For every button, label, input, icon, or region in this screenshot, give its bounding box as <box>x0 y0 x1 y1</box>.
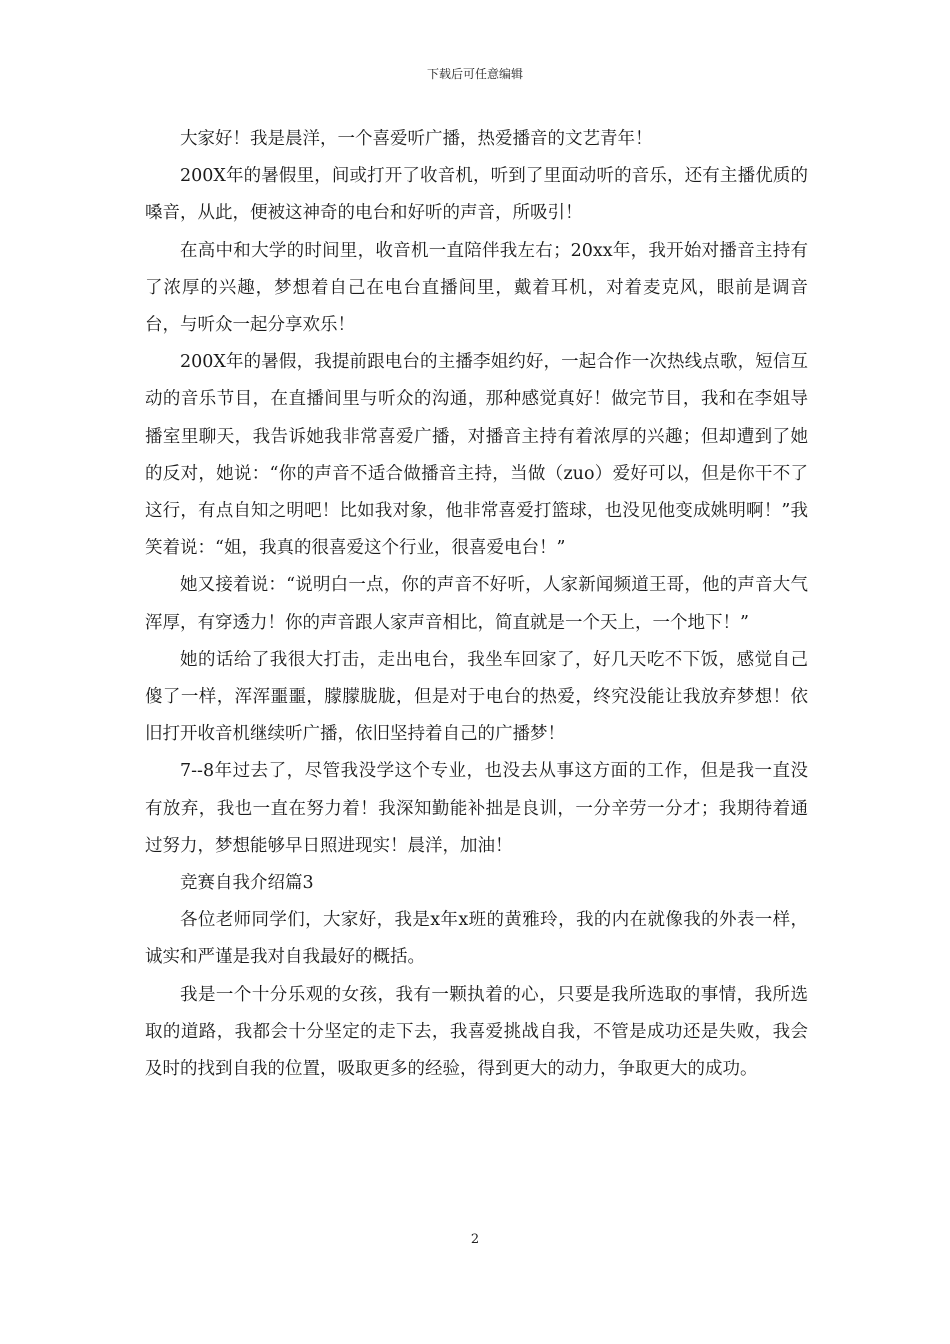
paragraph-1: 大家好！我是晨洋，一个喜爱听广播，热爱播音的文艺青年！ <box>180 129 653 149</box>
paragraph-4: 200X年的暑假，我提前跟电台的主播李姐约好，一起合作一次热线点歌，短信互动的音乐节目，在直播间里与听众的沟通，那种感觉真好！做完节目，我和在李姐导播室里聊天，我告诉她我非常喜爱广播，对播音主持有着浓厚的兴趣；但却遭到了她的反对，她说：“你的声音不适合做播音主持，当做（zuo）爱好可以，但是你干不了这行，有点自知之明吧！比如我对象，他非常喜爱打篮球，也没见他变成姚明啊！”我笑着说：“姐，我真的很喜爱这个行业，很喜爱电台！” <box>145 352 808 559</box>
document-body <box>145 121 808 1088</box>
paragraph-7: 7--8年过去了，尽管我没学这个专业，也没去从事这方面的工作，但是我一直没有放弃，我也一直在努力着！我深知勤能补拙是良训，一分辛劳一分才；我期待着通过努力，梦想能够早日照进现实！晨洋，加油！ <box>145 761 808 856</box>
paragraph-6: 她的话给了我很大打击，走出电台，我坐车回家了，好几天吃不下饭，感觉自己傻了一样，浑浑噩噩，朦朦胧胧，但是对于电台的热爱，终究没能让我放弃梦想！依旧打开收音机继续听广播，依旧坚持着自己的广播梦！ <box>145 649 808 745</box>
paragraph-2: 200X年的暑假里，间或打开了收音机，听到了里面动听的音乐，还有主播优质的嗓音，从此，便被这神奇的电台和好听的声音，所吸引！ <box>145 166 808 224</box>
page-header: 下载后可任意编辑 <box>426 67 523 81</box>
paragraph-9: 我是一个十分乐观的女孩，我有一颗执着的心，只要是我所选取的事情，我所选取的道路，我都会十分坚定的走下去，我喜爱挑战自我，不管是成功还是失败，我会及时的找到自我的位置，吸取更多的经验，得到更大的动力，争取更大的成功。 <box>145 984 808 1080</box>
page-number: 2 <box>470 1232 480 1247</box>
paragraph-8: 各位老师同学们，大家好，我是x年x班的黄雅玲，我的内在就像我的外表一样，诚实和严谨是我对自我最好的概括。 <box>145 910 808 968</box>
paragraph-3: 在高中和大学的时间里，收音机一直陪伴我左右；20xx年，我开始对播音主持有了浓厚的兴趣，梦想着自己在电台直播间里，戴着耳机，对着麦克风，眼前是调音台，与听众一起分享欢乐！ <box>145 240 808 336</box>
section-heading: 竞赛自我介绍篇3 <box>180 873 314 894</box>
paragraph-5: 她又接着说：“说明白一点，你的声音不好听，人家新闻频道王哥，他的声音大气浑厚，有穿透力！你的声音跟人家声音相比，简直就是一个天上，一个地下！” <box>145 575 808 633</box>
